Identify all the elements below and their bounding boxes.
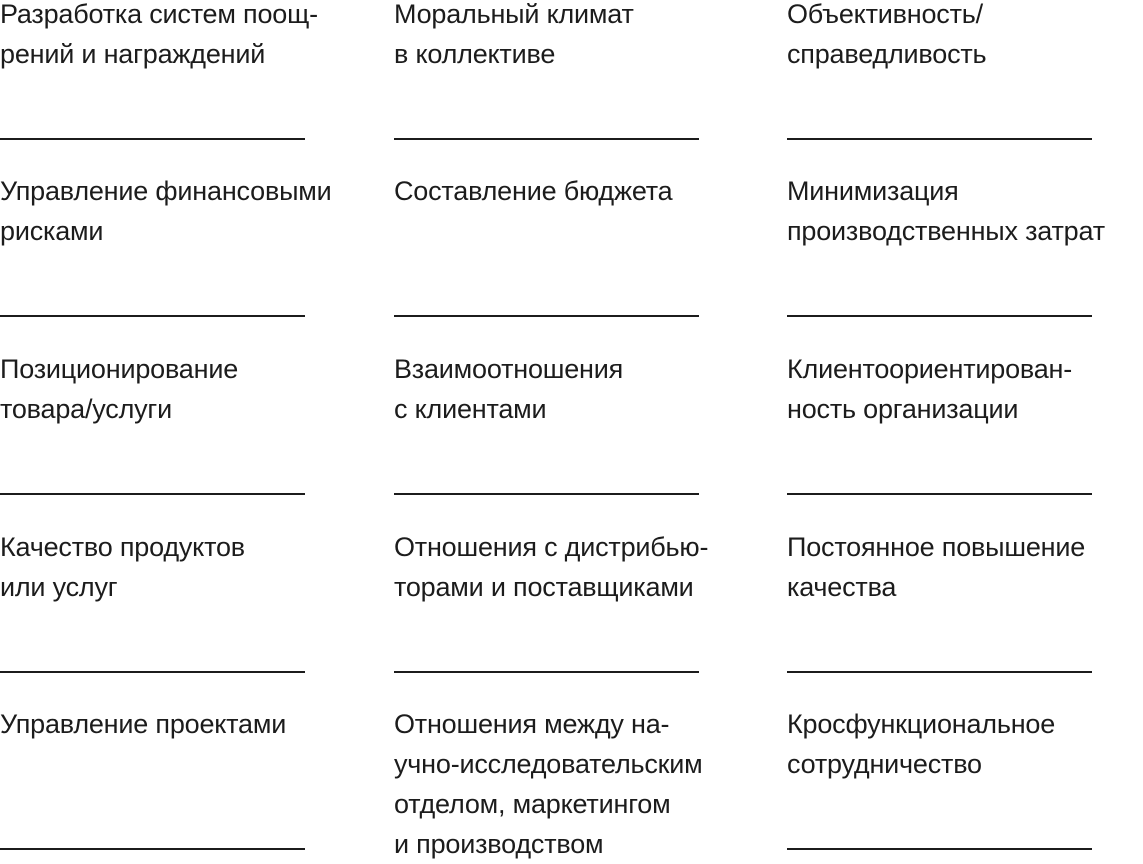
answer-line[interactable] xyxy=(787,315,1092,317)
item-label: Качество продуктов или услуг xyxy=(0,532,245,602)
item-label: Управление финансовыми рисками xyxy=(0,176,332,246)
answer-line[interactable] xyxy=(394,315,699,317)
answer-line[interactable] xyxy=(787,671,1092,673)
item-label: Разработка систем поощ- рений и награждений xyxy=(0,0,318,69)
answer-line[interactable] xyxy=(0,138,305,140)
item-label: Отношения с дистрибью- торами и поставщиками xyxy=(394,532,709,602)
answer-line[interactable] xyxy=(394,138,699,140)
answer-line[interactable] xyxy=(787,848,1092,850)
item-label: Минимизация производственных затрат xyxy=(787,176,1105,246)
item-label: Позиционирование товара/услуги xyxy=(0,354,239,424)
answer-line[interactable] xyxy=(0,493,305,495)
item-label: Клиентоориентирован- ность организации xyxy=(787,354,1073,424)
answer-line[interactable] xyxy=(0,671,305,673)
item-label: Кросфункциональное сотрудничество xyxy=(787,709,1056,779)
answer-line[interactable] xyxy=(0,315,305,317)
answer-line[interactable] xyxy=(0,848,305,850)
item-label: Объективность/ справедливость xyxy=(787,0,987,69)
answer-line[interactable] xyxy=(394,493,699,495)
item-label: Постоянное повышение качества xyxy=(787,532,1086,602)
answer-line[interactable] xyxy=(394,671,699,673)
answer-line[interactable] xyxy=(787,138,1092,140)
item-label: Взаимоотношения с клиентами xyxy=(394,354,624,424)
item-label: Отношения между на- учно-исследовательским отделом, маркетингом и производством xyxy=(394,709,703,859)
item-label: Моральный климат в коллективе xyxy=(394,0,634,69)
answer-line[interactable] xyxy=(787,493,1092,495)
item-label: Управление проектами xyxy=(0,709,287,739)
item-label: Составление бюджета xyxy=(394,176,673,206)
